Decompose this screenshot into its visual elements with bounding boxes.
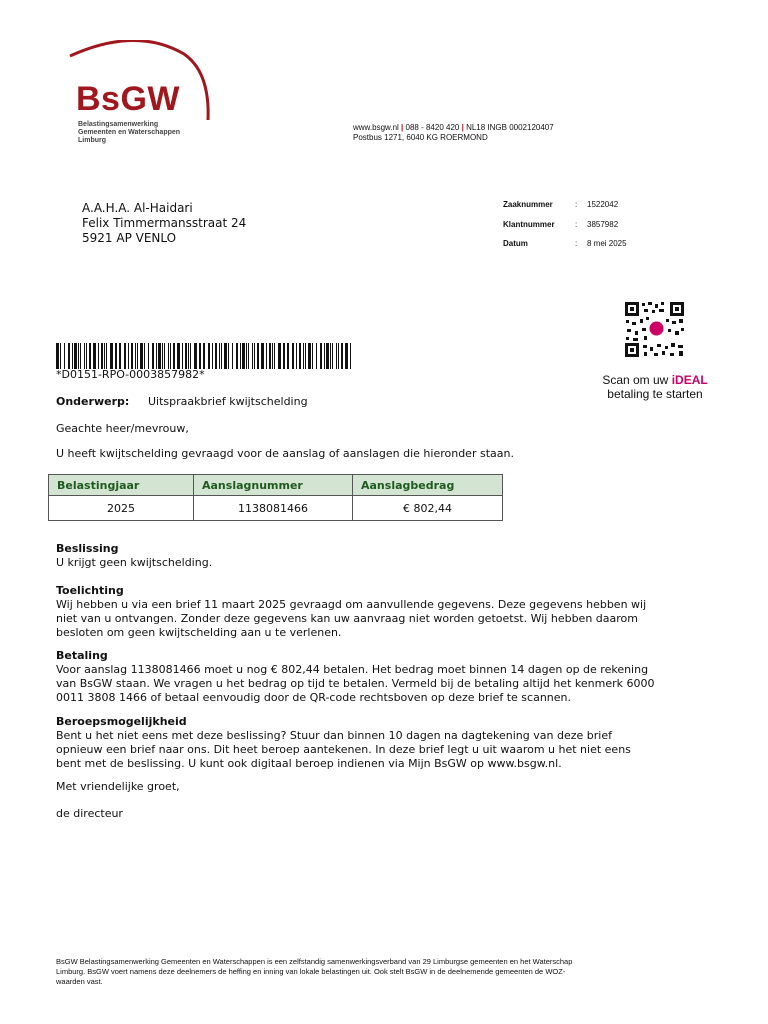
- case-meta: [503, 200, 627, 259]
- separator: |: [401, 123, 404, 132]
- subject-label: Onderwerp:: [56, 395, 130, 408]
- recipient-city: 5921 AP VENLO: [82, 231, 177, 245]
- iban: NL18 INGB 0002120407: [466, 123, 554, 132]
- separator: |: [461, 123, 464, 132]
- table-cell: 2025: [49, 496, 194, 521]
- column-header: Aanslagbedrag: [353, 475, 503, 496]
- meta-value: 3857982: [587, 219, 619, 229]
- logo-subtitle: [78, 121, 180, 145]
- section-toelichting: [56, 584, 716, 640]
- section-heading: Betaling: [56, 649, 108, 662]
- contact-info: [353, 123, 554, 143]
- barcode-icon: [56, 343, 351, 369]
- website-link[interactable]: www.bsgw.nl: [353, 123, 399, 132]
- section-betaling: [56, 649, 716, 705]
- table-row: [49, 496, 503, 521]
- section-beslissing: [56, 542, 716, 570]
- meta-label: Klantnummer: [503, 219, 555, 229]
- subject: [56, 395, 308, 409]
- column-header: Aanslagnummer: [194, 475, 353, 496]
- recipient-address: [82, 201, 246, 246]
- barcode-text: *D0151-RPO-0003857982*: [56, 368, 205, 381]
- greeting: Geachte heer/mevrouw,: [56, 422, 189, 435]
- table-header-row: [49, 475, 503, 496]
- section-line: Voor aanslag 1138081466 moet u nog € 802,44 betalen. Het bedrag moet binnen 14 dagen op de rekening: [56, 663, 649, 676]
- logo-subtitle-line: Belastingsamenwerking: [78, 121, 159, 128]
- table-cell: € 802,44: [353, 496, 503, 521]
- section-line: opnieuw een brief naar ons. Dit heet beroep aantekenen. In deze brief legt u uit waarom u het niet eens: [56, 743, 631, 756]
- recipient-street: Felix Timmermansstraat 24: [82, 216, 247, 230]
- ideal-brand: iDEAL: [671, 373, 708, 387]
- meta-row-zaaknummer: Zaaknummer : 1522042: [503, 200, 627, 220]
- footer-line: BsGW Belastingsamenwerking Gemeenten en Waterschappen is een zelfstandig samenwerkingsverband van 29 Limburgse gemeenten en het Waterschap: [56, 957, 573, 966]
- footer: [56, 957, 711, 987]
- meta-value: 8 mei 2025: [587, 239, 627, 248]
- intro-text: U heeft kwijtschelding gevraagd voor de aanslag of aanslagen die hieronder staan.: [56, 447, 514, 460]
- recipient-name: A.A.H.A. Al-Haidari: [82, 201, 193, 215]
- qr-caption: [585, 373, 725, 401]
- column-header: Belastingjaar: [49, 475, 194, 496]
- meta-row-klantnummer: Klantnummer : 3857982: [503, 220, 627, 240]
- section-line: van BsGW staan. We vragen u het bedrag op tijd te betalen. Vermeld bij de betaling altijd het kenmerk 6000: [56, 677, 655, 690]
- qr-caption-text: Scan om uw: [602, 373, 672, 387]
- section-heading: Beslissing: [56, 542, 119, 555]
- meta-label: Datum: [503, 239, 528, 248]
- section-heading: Toelichting: [56, 584, 124, 597]
- logo-subtitle-line: Limburg: [78, 137, 106, 144]
- section-line: bent met de beslissing. U kunt ook digitaal beroep indienen via Mijn BsGW op www.bsgw.nl.: [56, 757, 562, 770]
- section-line: 0011 3808 1466 of betaal eenvoudig door de QR-code rechtsboven op deze brief te scannen.: [56, 691, 572, 704]
- meta-label: Zaaknummer: [503, 200, 553, 209]
- section-heading: Beroepsmogelijkheid: [56, 715, 187, 728]
- signature: de directeur: [56, 807, 123, 820]
- section-line: niet van u ontvangen. Zonder deze gegevens kan uw aanvraag niet worden getoetst. Wij hebben daarom: [56, 612, 638, 625]
- section-line: Bent u het niet eens met deze beslissing? Stuur dan binnen 10 dagen na dagtekening van deze brief: [56, 729, 612, 742]
- section-line: U krijgt geen kwijtschelding.: [56, 556, 213, 569]
- logo-text: BsGW: [76, 80, 180, 118]
- assessment-table: [48, 474, 503, 521]
- footer-line: waarden vast.: [56, 977, 103, 986]
- logo-subtitle-line: Gemeenten en Waterschappen: [78, 129, 181, 136]
- qr-caption-line2: betaling te starten: [607, 387, 703, 401]
- closing: Met vriendelijke groet,: [56, 780, 180, 793]
- section-beroepsmogelijkheid: [56, 715, 716, 771]
- table-cell: 1138081466: [194, 496, 353, 521]
- postbus: Postbus 1271, 6040 KG ROERMOND: [353, 133, 488, 142]
- subject-value: Uitspraakbrief kwijtschelding: [148, 395, 308, 408]
- section-line: Wij hebben u via een brief 11 maart 2025 gevraagd om aanvullende gegevens. Deze gegevens hebben wij: [56, 598, 647, 611]
- phone-number: 088 - 8420 420: [405, 123, 460, 132]
- qr-code-icon[interactable]: [624, 301, 685, 358]
- footer-line: Limburg. BsGW voert namens deze deelnemers de heffing en inning van lokale belastingen uit. Ook stelt BsGW in de deelnemende gemeenten de WOZ-: [56, 967, 566, 976]
- meta-row-datum: Datum : 8 mei 2025: [503, 239, 627, 259]
- meta-value: 1522042: [587, 200, 619, 209]
- section-line: besloten om geen kwijtschelding aan u te verlenen.: [56, 626, 342, 639]
